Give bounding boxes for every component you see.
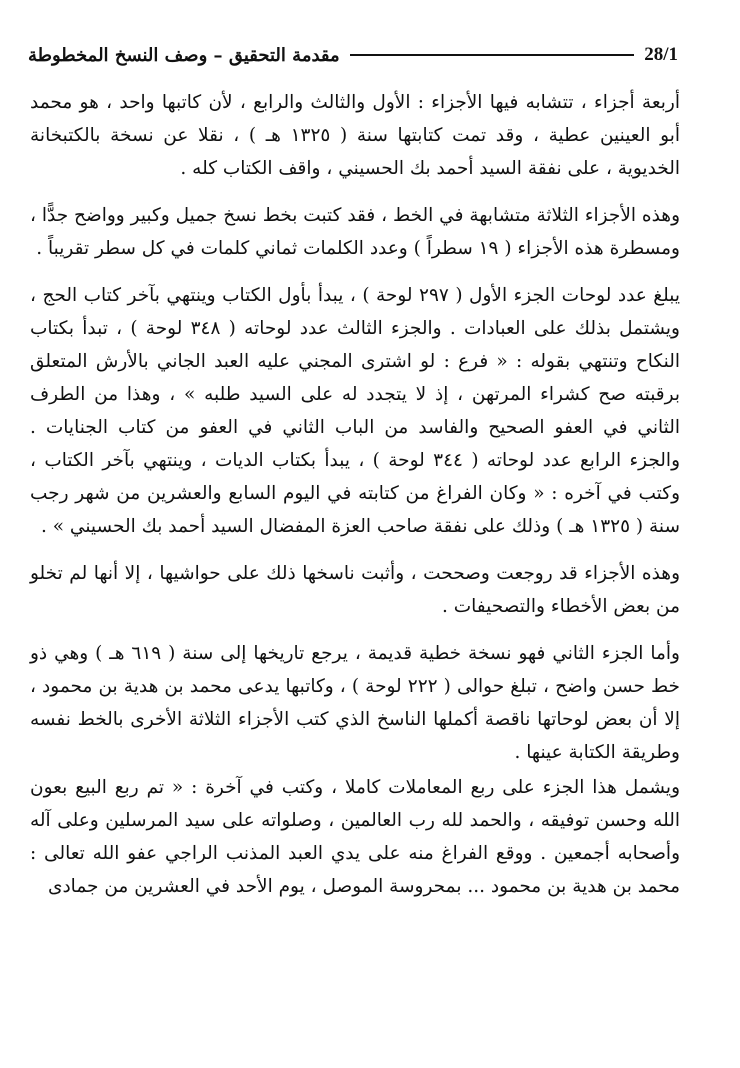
paragraph-colophon: ويشمل هذا الجزء على ربع المعاملات كاملا ، وكتب في آخرة : « تم ربع البيع بعون الله وحسن توفيقه ، والحمد لله رب العالمين ، وصلواته على سيد المرسلين وعلى آله وأصحابه أجمعين . ووقع الفراغ منه على يدي العبد المذنب الراجي عفو الله تعالى : محمد بن هدية بن محمود ... بمحروسة الموصل ، يوم الأحد في العشرين من جمادى: [30, 777, 680, 897]
page-number: 28/1: [644, 44, 678, 65]
paragraph-revision: وهذه الأجزاء قد روجعت وصححت ، وأثبت ناسخها ذلك على حواشيها ، إلا أنها لم تخلو من بعض الأخطاء والتصحيفات .: [30, 563, 680, 617]
header-title: مقدمة التحقيق – وصف النسخ المخطوطة: [28, 44, 340, 66]
paragraph-handwriting: وهذه الأجزاء الثلاثة متشابهة في الخط ، فقد كتبت بخط نسخ جميل وكبير وواضح جدًّا ، ومسطرة هذه الأجزاء ( ١٩ سطراً ) وعدد الكلمات ثماني كلمات في كل سطر تقريباً .: [30, 205, 680, 259]
page-body: [30, 86, 680, 903]
paragraph-second-part: وأما الجزء الثاني فهو نسخة خطية قديمة ، يرجع تاريخها إلى سنة ( ٦١٩ هـ ) وهي ذو خط حسن واضح ، تبلغ حوالى ( ٢٢٢ لوحة ) ، وكاتبها يدعى محمد بن هدية بن محمود ، إلا أن بعض لوحاتها ناقصة أكملها الناسخ الذي كتب الأجزاء الثلاثة الأخرى بالخط نفسه وطريقة الكتابة عينها .: [30, 643, 680, 763]
running-header: [28, 40, 678, 70]
header-rule: [350, 54, 635, 56]
paragraph-panel-counts: يبلغ عدد لوحات الجزء الأول ( ٢٩٧ لوحة ) ، يبدأ بأول الكتاب وينتهي بآخر كتاب الحج ، ويشتمل بذلك على العبادات . والجزء الثالث عدد لوحاته ( ٣٤٨ لوحة ) ، تبدأ بكتاب النكاح وتنتهي بقوله : « فرع : لو اشترى المجني عليه العبد الجاني بالأرش المتعلق برقبته صح كشراء المرتهن ، إذ لا يتجدد له على السيد طلبه » ، وهذا من الطرف الثاني في العفو الصحيح والفاسد من الباب الثاني في العفو من كتاب الجنايات . والجزء الرابع عدد لوحاته ( ٣٤٤ لوحة ) ، يبدأ بكتاب الديات ، وينتهي بآخر الكتاب ، وكتب في آخره : « وكان الفراغ من كتابته في اليوم السابع والعشرين من شهر رجب سنة ( ١٣٢٥ هـ ) وذلك على نفقة صاحب العزة المفضال السيد أحمد بك الحسيني » .: [30, 285, 681, 537]
paragraph-parts-overview: أربعة أجزاء ، تتشابه فيها الأجزاء : الأول والثالث والرابع ، لأن كاتبها واحد ، هو محمد أبو العينين عطية ، وقد تمت كتابتها سنة ( ١٣٢٥ هـ ) ، نقلا عن نسخة بالكتبخانة الخديوية ، على نفقة السيد أحمد بك الحسيني ، واقف الكتاب كله .: [30, 92, 680, 179]
